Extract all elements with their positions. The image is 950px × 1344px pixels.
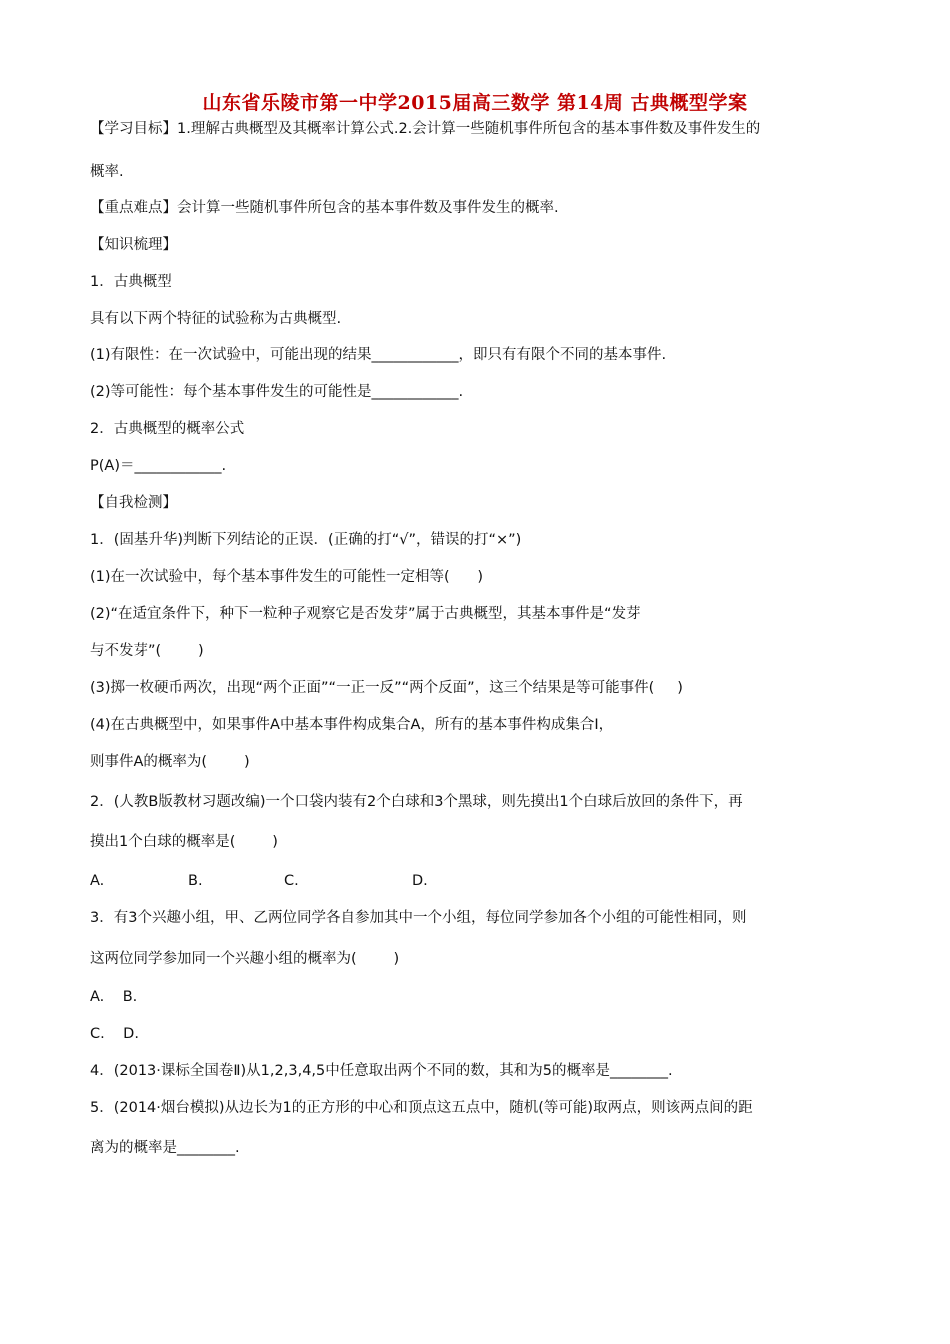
question-1-item-3: (3)掷一枚硬币两次，出现“两个正面”“一正一反”“两个反面”，这三个结果是等可能事件( ) (90, 680, 683, 696)
question-3-options-row-2: C. D. (90, 1026, 139, 1042)
question-2-option-c: C. (284, 873, 299, 889)
question-4: 4．(2013·课标全国卷Ⅱ)从1,2,3,4,5中任意取出两个不同的数，其和为5的概率是________. (90, 1063, 673, 1079)
knowledge-heading: 【知识梳理】 (90, 237, 177, 253)
question-5-line-1: 5．(2014·烟台模拟)从边长为1的正方形的中心和顶点这五点中，随机(等可能)取两点，则该两点间的距 (90, 1100, 753, 1116)
question-1-stem: 1．(固基升华)判断下列结论的正误．(正确的打“√”，错误的打“×”) (90, 532, 522, 548)
question-1-item-4-line-2: 则事件A的概率为( ) (90, 754, 250, 770)
question-2-option-d: D. (412, 873, 428, 889)
probability-formula-title: 2．古典概型的概率公式 (90, 421, 245, 437)
learning-goal-line-1: 【学习目标】1.理解古典概型及其概率计算公式.2.会计算一些随机事件所包含的基本事件数及事件发生的 (90, 121, 761, 137)
finiteness-item: (1)有限性：在一次试验中，可能出现的结果____________，即只有有限个不同的基本事件. (90, 347, 667, 363)
question-2-line-2: 摸出1个白球的概率是( ) (90, 834, 278, 850)
self-check-heading: 【自我检测】 (90, 495, 177, 511)
question-3-line-2: 这两位同学参加同一个兴趣小组的概率为( ) (90, 951, 400, 967)
question-2-option-a: A. (90, 873, 105, 889)
key-difficulty: 【重点难点】会计算一些随机事件所包含的基本事件数及事件发生的概率. (90, 200, 559, 216)
learning-goal-line-2: 概率. (90, 164, 124, 180)
question-1-item-2-line-2: 与不发芽”( ) (90, 643, 204, 659)
question-1-item-4-line-1: (4)在古典概型中，如果事件A中基本事件构成集合A，所有的基本事件构成集合I， (90, 717, 614, 733)
classical-model-desc: 具有以下两个特征的试验称为古典概型. (90, 311, 342, 327)
question-2-line-1: 2．(人教B版教材习题改编)一个口袋内装有2个白球和3个黑球，则先摸出1个白球后放回的条件下，再 (90, 794, 743, 810)
classical-model-title: 1．古典概型 (90, 274, 172, 290)
question-3-options-row-1: A. B. (90, 989, 138, 1005)
question-1-item-1: (1)在一次试验中，每个基本事件发生的可能性一定相等( ) (90, 569, 484, 585)
probability-formula: P(A)＝____________. (90, 458, 227, 474)
question-2-option-b: B. (188, 873, 203, 889)
document-title: 山东省乐陵市第一中学2015届高三数学 第14周 古典概型学案 (202, 92, 748, 114)
question-5-line-2: 离为的概率是________. (90, 1140, 240, 1156)
question-3-line-1: 3．有3个兴趣小组，甲、乙两位同学各自参加其中一个小组，每位同学参加各个小组的可能性相同，则 (90, 910, 747, 926)
equal-likelihood-item: (2)等可能性：每个基本事件发生的可能性是____________. (90, 384, 464, 400)
question-1-item-2-line-1: (2)“在适宜条件下，种下一粒种子观察它是否发芽”属于古典概型，其基本事件是“发芽 (90, 606, 641, 622)
